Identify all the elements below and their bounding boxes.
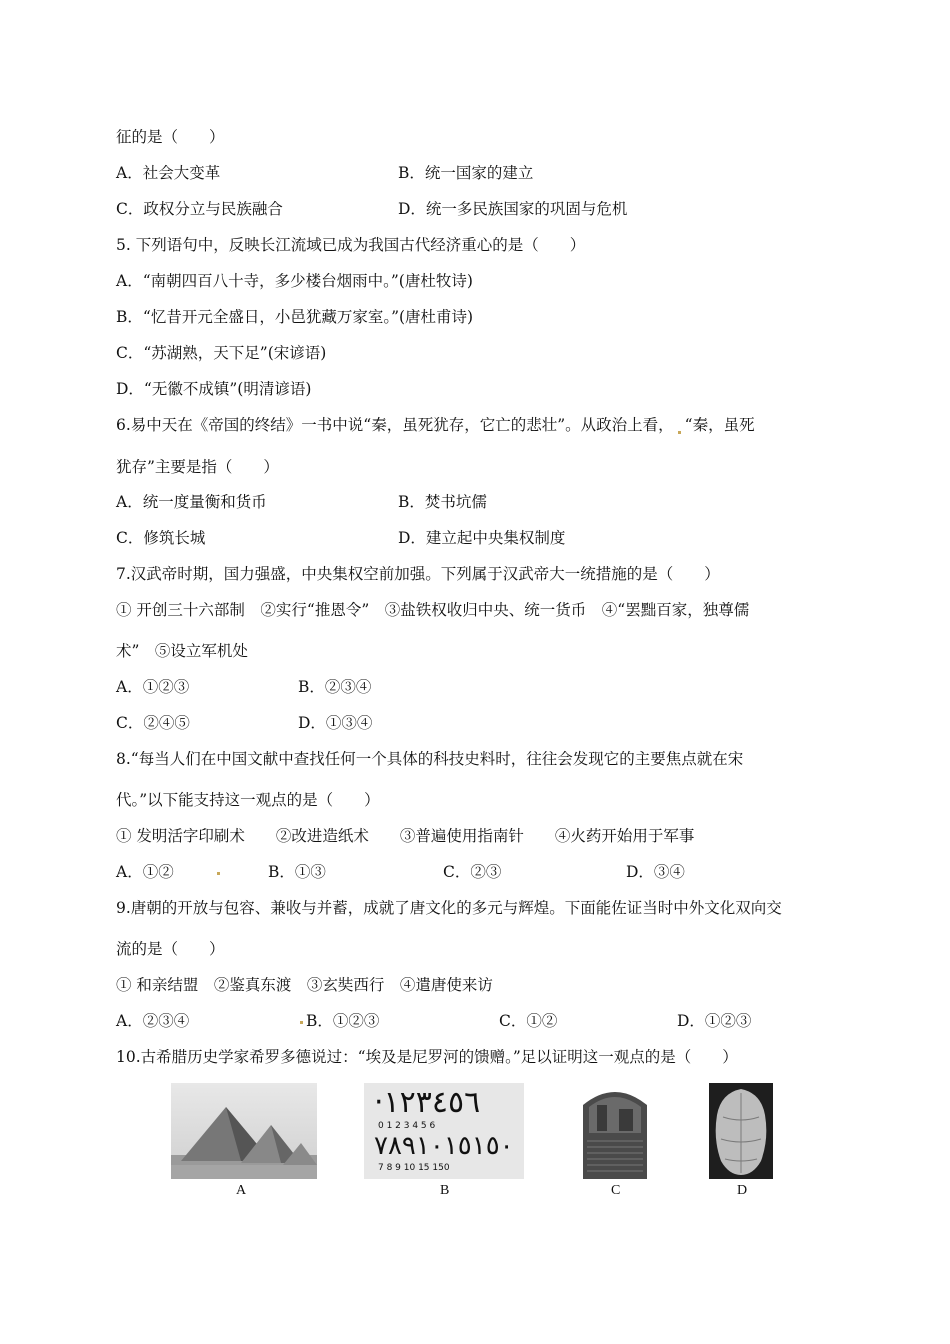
q9-option-d: D．①②③ <box>677 1012 752 1030</box>
q8-option-b: B．①③ <box>268 863 326 881</box>
q7-option-c: C．②④⑤ <box>116 714 190 732</box>
q8-stem-line2: 代。”以下能支持这一观点的是（ ） <box>116 791 380 809</box>
q8-items: ① 发明活字印刷术 ②改进造纸术 ③普遍使用指南针 ④火药开始用于军事 <box>116 827 695 845</box>
q6-stem-line1 <box>116 415 755 435</box>
caption-d: D <box>737 1183 748 1198</box>
q5-stem: 5. 下列语句中，反映长江流域已成为我国古代经济重心的是（ ） <box>116 236 586 254</box>
q7-stem: 7.汉武帝时期，国力强盛，中央集权空前加强。下列属于汉武帝大一统措施的是（ ） <box>116 565 720 583</box>
q7-option-b: B．②③④ <box>298 678 372 696</box>
q7-items-line1: ① 开创三十六部制 ②实行“推恩令” ③盐铁权收归中央、统一货币 ④“罢黜百家，独尊儒 <box>116 601 750 619</box>
q6-stem-part2: “秦，虽死 <box>684 416 755 434</box>
arabic-numerals-top: ·١٢٣٤٥٦ <box>374 1085 481 1120</box>
stray-dot <box>300 1021 303 1024</box>
q4-option-b: B．统一国家的建立 <box>398 164 534 182</box>
latin-numerals-bottom: 7 8 9 10 15 150 <box>378 1163 450 1173</box>
oracle-shell-image <box>709 1083 773 1179</box>
q8-option-a: A．①② <box>116 863 174 881</box>
q7-option-d: D．①③④ <box>298 714 373 732</box>
q9-items: ① 和亲结盟 ②鉴真东渡 ③玄奘西行 ④遣唐使来访 <box>116 976 493 994</box>
q6-option-c: C．修筑长城 <box>116 529 206 547</box>
q8-option-d: D．③④ <box>626 863 685 881</box>
stele-image <box>575 1083 655 1179</box>
q9-option-b: B．①②③ <box>306 1012 380 1030</box>
q5-option-b: B．“忆昔开元全盛日，小邑犹藏万家室。”(唐杜甫诗) <box>116 308 474 326</box>
q9-option-c: C．①② <box>499 1012 558 1030</box>
q10-stem: 10.古希腊历史学家希罗多德说过：“埃及是尼罗河的馈赠。”足以证明这一观点的是（ ） <box>116 1048 738 1066</box>
pyramids-image <box>171 1083 317 1179</box>
q4-option-d: D．统一多民族国家的巩固与危机 <box>398 200 628 218</box>
q6-option-a: A．统一度量衡和货币 <box>116 493 267 511</box>
q7-option-a: A．①②③ <box>116 678 190 696</box>
q4-option-a: A．社会大变革 <box>116 164 221 182</box>
q9-stem-line2: 流的是（ ） <box>116 940 225 958</box>
caption-b: B <box>440 1183 450 1198</box>
q6-stem-part1: 6.易中天在《帝国的终结》一书中说“秦，虽死犹存，它亡的悲壮”。从政治上看， <box>116 416 674 434</box>
stray-dot <box>217 872 220 875</box>
caption-a: A <box>236 1183 247 1198</box>
q8-stem-line1: 8.“每当人们在中国文献中查找任何一个具体的科技史料时，往往会发现它的主要焦点就在宋 <box>116 750 744 768</box>
q5-option-c: C．“苏湖熟，天下足”(宋谚语) <box>116 344 327 362</box>
q9-stem-line1: 9.唐朝的开放与包容、兼收与并蓄，成就了唐文化的多元与辉煌。下面能佐证当时中外文化双向交 <box>116 899 782 917</box>
latin-numerals-top: 0 1 2 3 4 5 6 <box>378 1121 436 1131</box>
q5-option-d: D．“无徽不成镇”(明清谚语) <box>116 380 312 398</box>
q6-option-d: D．建立起中央集权制度 <box>398 529 566 547</box>
stray-dot <box>678 431 681 434</box>
q8-option-c: C．②③ <box>443 863 502 881</box>
q5-option-a: A．“南朝四百八十寺，多少楼台烟雨中。”(唐杜牧诗) <box>116 272 473 290</box>
caption-c: C <box>611 1183 621 1198</box>
numerals-image <box>364 1083 524 1179</box>
q4-option-c: C．政权分立与民族融合 <box>116 200 283 218</box>
arabic-numerals-bottom: ٧٨٩١٠١٥١٥٠ <box>374 1131 514 1161</box>
q9-option-a: A．②③④ <box>116 1012 190 1030</box>
q6-stem-line2: 犹存”主要是指（ ） <box>116 458 279 476</box>
q4-stem-end: 征的是（ ） <box>116 128 225 146</box>
q7-items-line2: 术” ⑤设立军机处 <box>116 642 248 660</box>
q6-option-b: B．焚书坑儒 <box>398 493 487 511</box>
